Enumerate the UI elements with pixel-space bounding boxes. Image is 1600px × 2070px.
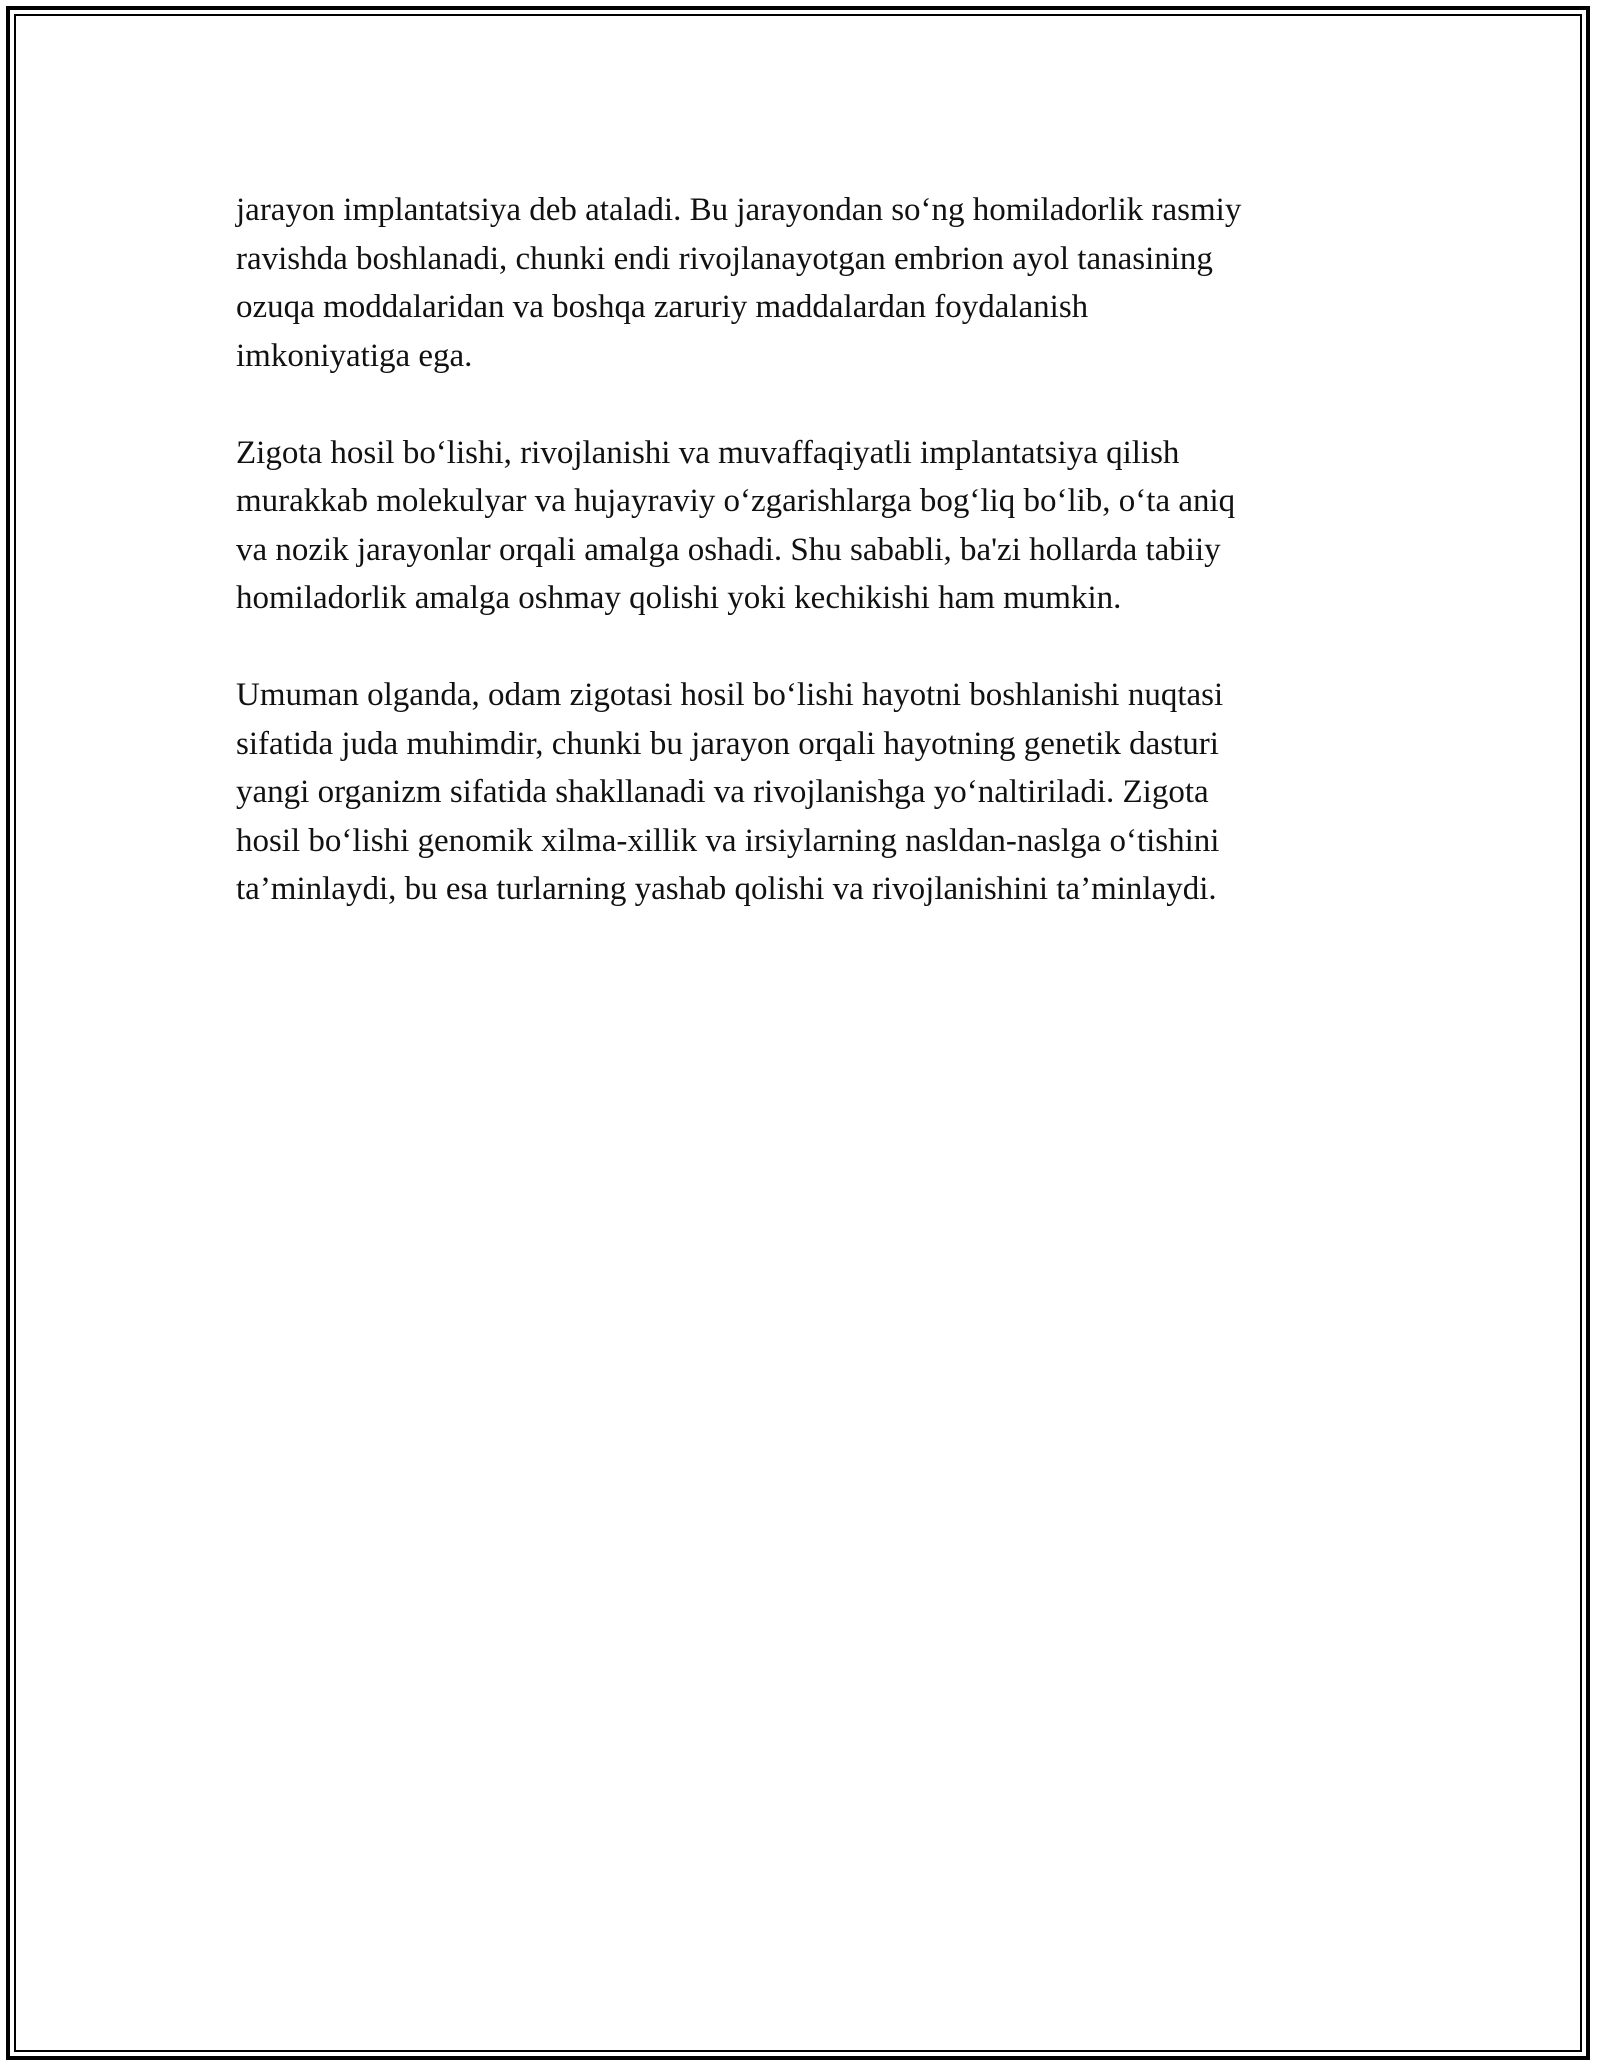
paragraph-2 [236, 429, 1366, 623]
text-line: ozuqa moddalaridan va boshqa zaruriy maddalardan foydalanish [236, 289, 1089, 325]
text-line: yangi organizm sifatida shakllanadi va rivojlanishga yo‘naltiriladi. Zigota [236, 774, 1209, 810]
document-body [236, 186, 1366, 962]
text-line: homiladorlik amalga oshmay qolishi yoki kechikishi ham mumkin. [236, 580, 1122, 616]
text-line: imkoniyatiga ega. [236, 337, 473, 374]
text-line: ta’minlaydi, bu esa turlarning yashab qolishi va rivojlanishini ta’minlaydi. [236, 871, 1217, 907]
text-line: va nozik jarayonlar orqali amalga oshadi. Shu sababli, ba'zi hollarda tabiiy [236, 531, 1221, 568]
text-line: sifatida juda muhimdir, chunki bu jarayon orqali hayotning genetik dasturi [236, 725, 1219, 762]
text-line: Zigota hosil bo‘lishi, rivojlanishi va muvaffaqiyatli implantatsiya qilish [236, 434, 1180, 471]
paragraph-1 [236, 186, 1366, 380]
text-line: ravishda boshlanadi, chunki endi rivojlanayotgan embrion ayol tanasining [236, 240, 1213, 277]
text-line: hosil bo‘lishi genomik xilma-xillik va irsiylarning nasldan-naslga o‘tishini [236, 822, 1220, 859]
text-line: Umuman olganda, odam zigotasi hosil bo‘lishi hayotni boshlanishi nuqtasi [236, 677, 1224, 713]
paragraph-3 [236, 671, 1366, 914]
text-line: murakkab molekulyar va hujayraviy o‘zgarishlarga bog‘liq bo‘lib, o‘ta aniq [236, 483, 1236, 519]
text-line: jarayon implantatsiya deb ataladi. Bu jarayondan so‘ng homiladorlik rasmiy [236, 192, 1242, 228]
